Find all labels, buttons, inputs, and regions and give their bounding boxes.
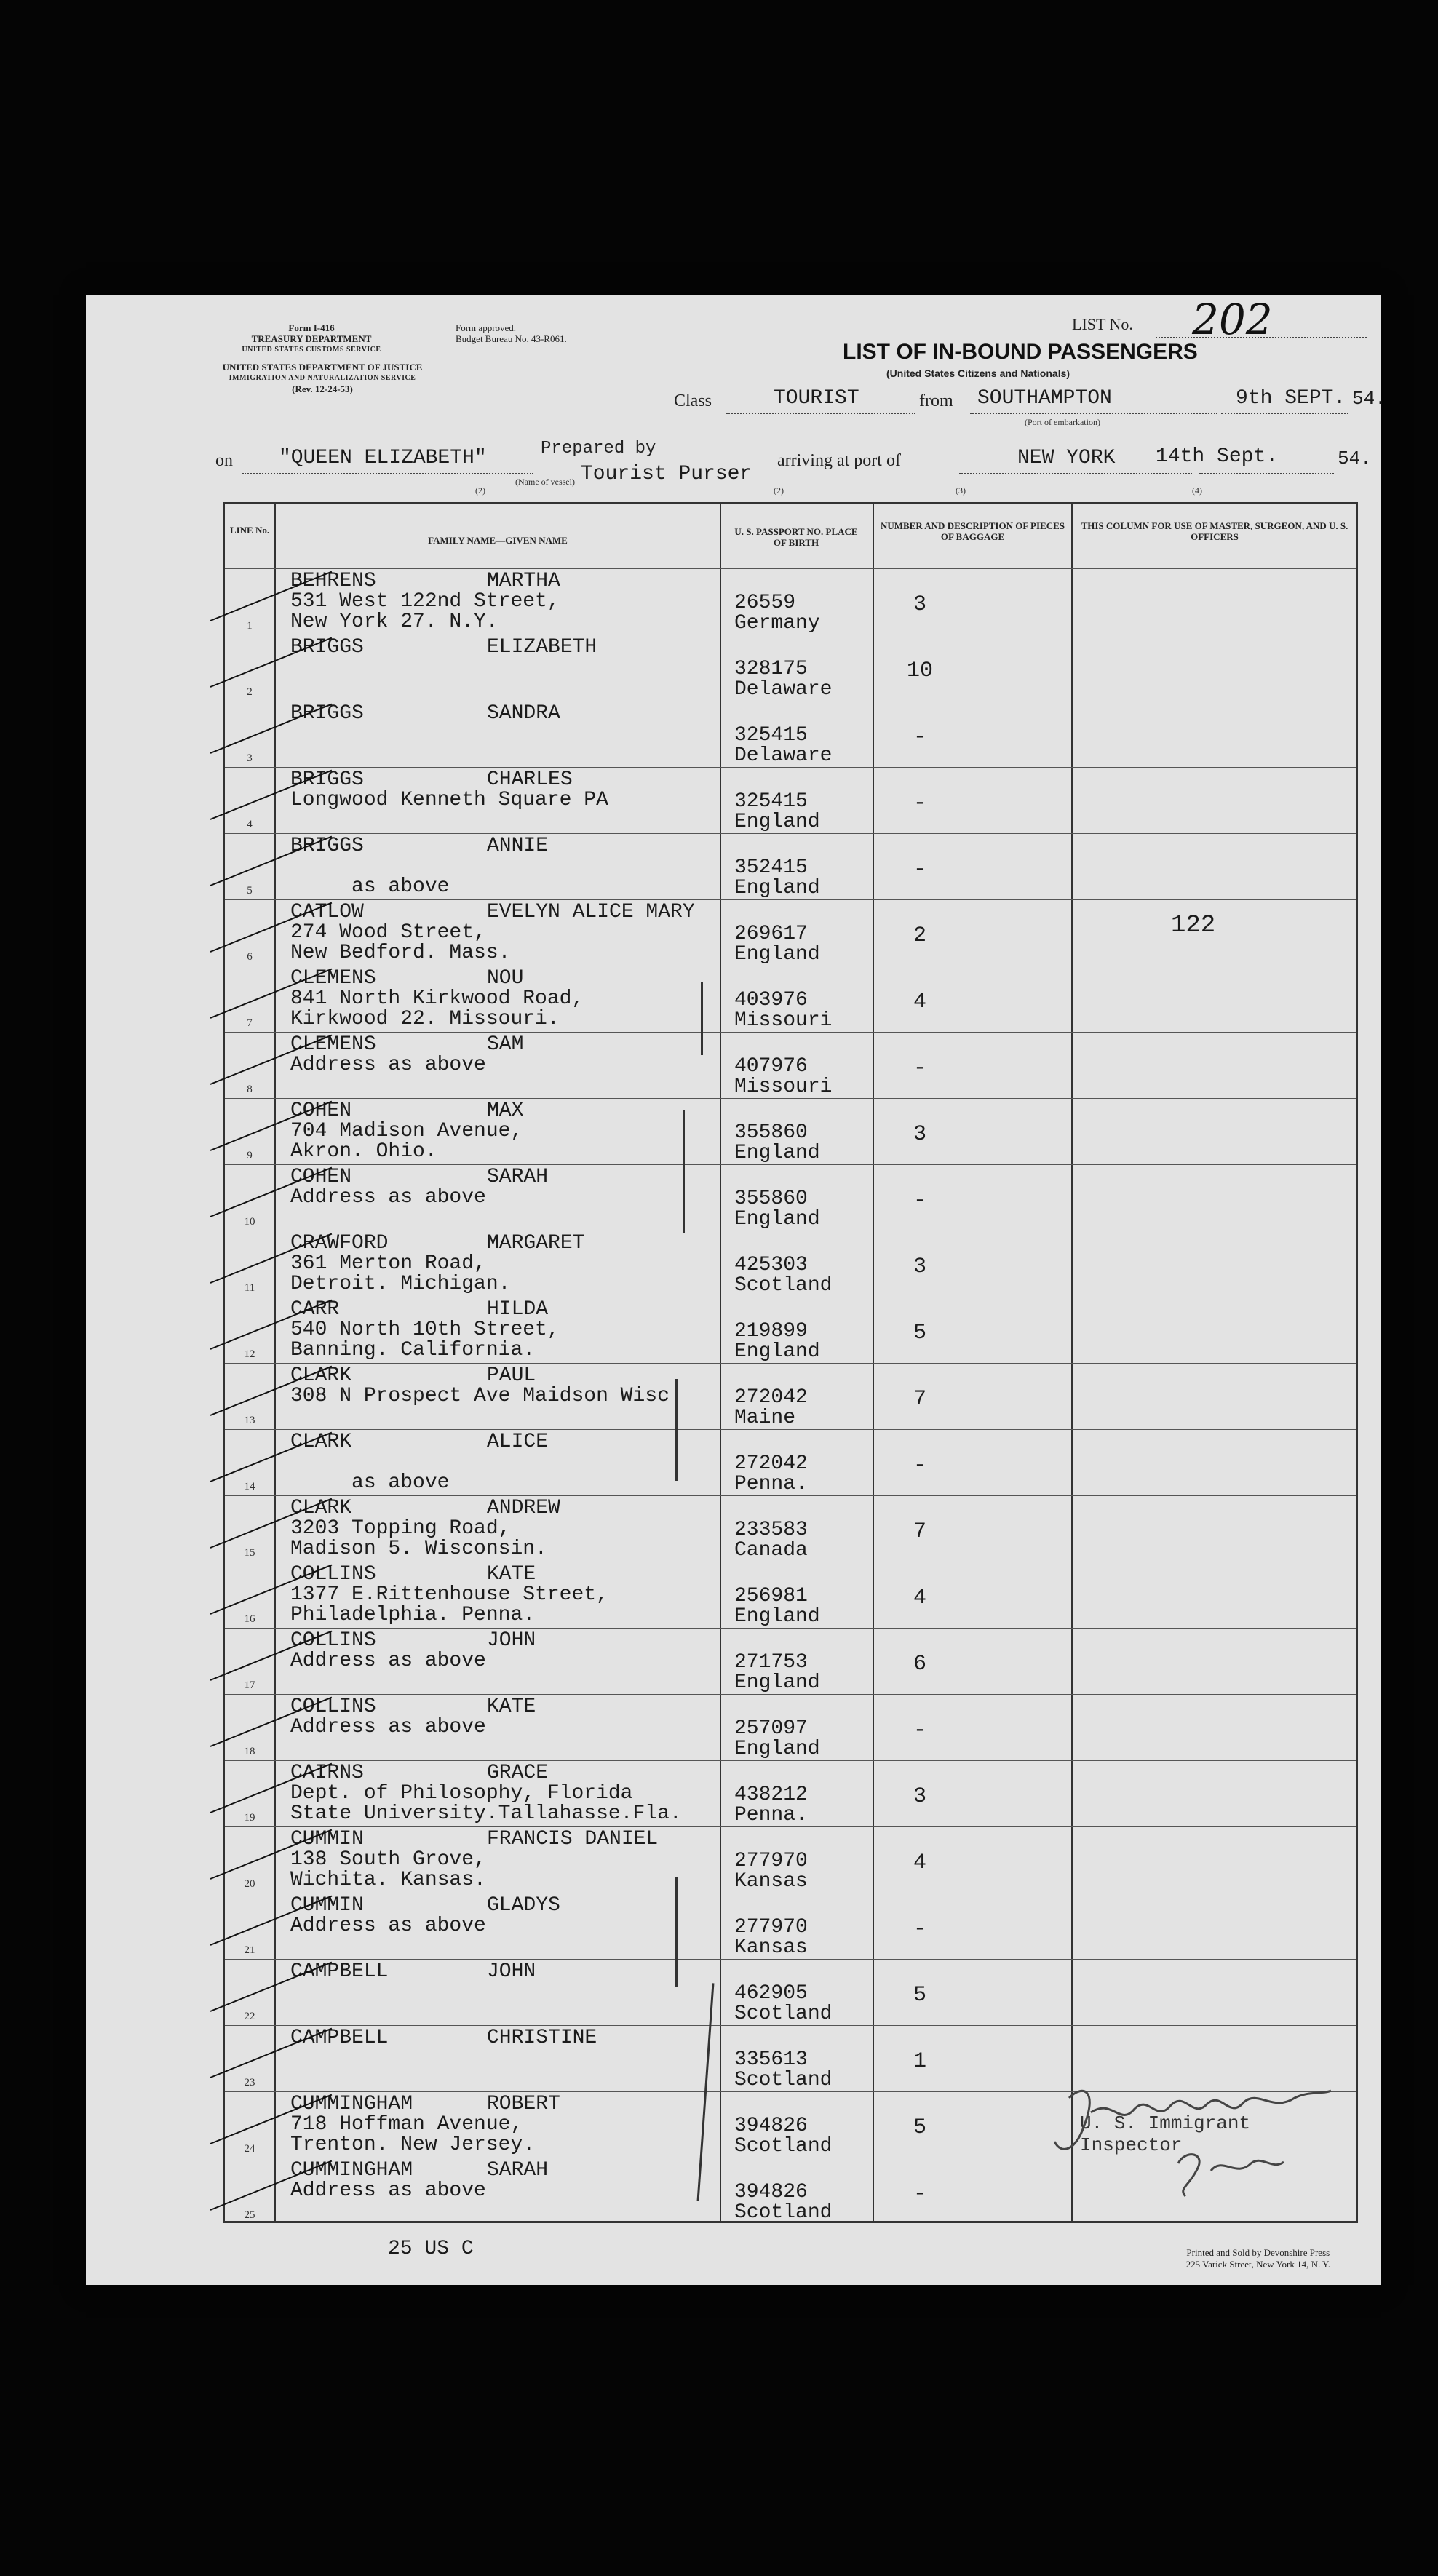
table-row: [225, 701, 1356, 768]
col-officers: THIS COLUMN FOR USE OF MASTER, SURGEON, AND U. S. OFFICERS: [1081, 520, 1348, 542]
passport-number: 277970: [734, 1916, 808, 1939]
place-of-birth: Delaware: [734, 678, 833, 701]
address-line-2: as above: [290, 875, 450, 898]
depart-year: 54.: [1352, 388, 1386, 410]
passport-number: 26559: [734, 592, 796, 614]
line-number: 4: [247, 819, 253, 830]
address-line-1: Address as above: [290, 1186, 486, 1209]
baggage-count: 3: [913, 1122, 926, 1147]
line-number: 10: [244, 1216, 255, 1228]
line-number: 18: [244, 1746, 255, 1757]
table-row: [225, 1959, 1356, 2026]
baggage-count: -: [913, 725, 926, 750]
passport-number: 272042: [734, 1452, 808, 1475]
address-line-1: 841 North Kirkwood Road,: [290, 987, 584, 1010]
family-name: CATLOW: [290, 901, 364, 923]
passport-number: 256981: [734, 1585, 808, 1607]
customs-label: UNITED STATES CUSTOMS SERVICE: [242, 346, 381, 354]
line-number: 19: [244, 1812, 255, 1824]
line-number: 5: [247, 885, 253, 897]
given-name: NOU: [487, 967, 524, 990]
given-name: PAUL: [487, 1364, 536, 1387]
passport-number: 438212: [734, 1784, 808, 1806]
table-row: [225, 833, 1356, 900]
officer-note: 122: [1171, 912, 1216, 939]
address-line-1: Longwood Kenneth Square PA: [290, 789, 608, 811]
form-agency-block: [206, 322, 417, 355]
place-of-birth: England: [734, 1738, 820, 1760]
place-of-birth: England: [734, 1142, 820, 1164]
line-number: 12: [244, 1348, 255, 1360]
vessel-caption: (Name of vessel): [515, 477, 575, 487]
line-number: 11: [244, 1282, 255, 1294]
line-number: 9: [247, 1150, 253, 1161]
baggage-count: 2: [913, 923, 926, 948]
given-name: GLADYS: [487, 1894, 560, 1917]
passport-number: 271753: [734, 1651, 808, 1674]
line-number: 13: [244, 1415, 255, 1426]
passport-number: 219899: [734, 1320, 808, 1343]
baggage-count: 3: [913, 1784, 926, 1809]
table-row: [225, 1164, 1356, 1231]
address-line-1: 274 Wood Street,: [290, 921, 486, 944]
place-of-birth: Penna.: [734, 1473, 808, 1495]
family-name: CUMMIN: [290, 1828, 364, 1850]
family-name: BRIGGS: [290, 702, 364, 725]
baggage-count: -: [913, 2182, 926, 2206]
address-line-2: Trenton. New Jersey.: [290, 2134, 536, 2156]
port-caption: (Port of embarkation): [1025, 417, 1100, 427]
place-of-birth: England: [734, 1605, 820, 1628]
check-mark: [210, 2028, 333, 2078]
address-line-2: State University.Tallahasse.Fla.: [290, 1802, 682, 1825]
family-name: CARR: [290, 1298, 340, 1321]
table-row: [225, 1893, 1356, 1960]
list-subtitle: (United States Citizens and Nationals): [886, 367, 1070, 379]
given-name: SANDRA: [487, 702, 560, 725]
caption-4: (4): [1192, 485, 1202, 496]
passport-number: 335613: [734, 2048, 808, 2071]
address-line-2: Kirkwood 22. Missouri.: [290, 1008, 560, 1030]
family-name: CAMPBELL: [290, 1960, 389, 1983]
line-number: 14: [244, 1481, 255, 1492]
baggage-count: 3: [913, 1255, 926, 1279]
place-of-birth: Canada: [734, 1539, 808, 1562]
place-of-birth: England: [734, 877, 820, 899]
baggage-count: 4: [913, 1586, 926, 1610]
arrive-date: 14th Sept.: [1156, 445, 1279, 468]
passport-number: 257097: [734, 1717, 808, 1740]
baggage-count: 4: [913, 1850, 926, 1875]
table-row: [225, 1628, 1356, 1695]
address-line-1: 540 North 10th Street,: [290, 1319, 560, 1341]
passport-number: 462905: [734, 1982, 808, 2005]
passport-number: 394826: [734, 2181, 808, 2203]
given-name: MARTHA: [487, 570, 560, 592]
line-number: 25: [244, 2209, 255, 2221]
passenger-rows: [225, 568, 1356, 2224]
passenger-table: [223, 502, 1358, 2223]
place-of-birth: England: [734, 811, 820, 833]
place-of-birth: Scotland: [734, 2201, 833, 2224]
list-number: 202: [1192, 295, 1273, 344]
baggage-count: 7: [913, 1387, 926, 1412]
table-row: [225, 1363, 1356, 1430]
line-number: 21: [244, 1944, 255, 1956]
address-line-1: 1377 E.Rittenhouse Street,: [290, 1583, 608, 1606]
table-row: [225, 1231, 1356, 1297]
baggage-count: 1: [913, 2049, 926, 2074]
place-of-birth: Scotland: [734, 1274, 833, 1297]
place-of-birth: Penna.: [734, 1804, 808, 1826]
address-line-2: Madison 5. Wisconsin.: [290, 1538, 547, 1560]
col-passport: U. S. PASSPORT NO. PLACE OF BIRTH: [734, 526, 858, 548]
address-line-2: as above: [290, 1471, 450, 1494]
class-label: Class: [674, 391, 712, 410]
family-name: COLLINS: [290, 1629, 376, 1652]
baggage-count: 7: [913, 1519, 926, 1544]
given-name: CHRISTINE: [487, 2027, 597, 2049]
family-name: CLEMENS: [290, 1033, 376, 1056]
family-name: CAMPBELL: [290, 2027, 389, 2049]
passport-number: 269617: [734, 923, 808, 945]
baggage-count: -: [913, 1718, 926, 1743]
given-name: SARAH: [487, 1166, 549, 1188]
place-of-birth: Scotland: [734, 2069, 833, 2091]
treasury-label: TREASURY DEPARTMENT: [251, 333, 372, 344]
given-name: SARAH: [487, 2159, 549, 2182]
line-number: 24: [244, 2143, 255, 2155]
inspector-signature: [1040, 2069, 1346, 2214]
family-name: COHEN: [290, 1166, 352, 1188]
printer-imprint: [1186, 2247, 1330, 2270]
check-mark: [210, 704, 333, 754]
given-name: KATE: [487, 1563, 536, 1586]
family-name: COHEN: [290, 1100, 352, 1122]
given-name: ROBERT: [487, 2093, 560, 2115]
table-row: [225, 1098, 1356, 1165]
place-of-birth: Kansas: [734, 1936, 808, 1959]
form-approved: Form approved.: [456, 322, 517, 333]
baggage-count: -: [913, 791, 926, 816]
address-line-1: 3203 Topping Road,: [290, 1517, 511, 1540]
justice-label: UNITED STATES DEPARTMENT OF JUSTICE: [222, 362, 423, 373]
family-name: CUMMIN: [290, 1894, 364, 1917]
given-name: ALICE: [487, 1431, 549, 1453]
table-row: [225, 635, 1356, 701]
baggage-count: 5: [913, 1321, 926, 1345]
passport-number: 394826: [734, 2115, 808, 2137]
arriving-label: arriving at port of: [777, 451, 901, 470]
from-value: SOUTHAMPTON: [977, 387, 1112, 410]
line-number: 3: [247, 752, 253, 764]
place-of-birth: Scotland: [734, 2003, 833, 2025]
baggage-count: 3: [913, 592, 926, 617]
family-name: BRIGGS: [290, 636, 364, 659]
table-row: [225, 1562, 1356, 1629]
passport-number: 325415: [734, 790, 808, 813]
budget-bureau: Budget Bureau No. 43-R061.: [456, 333, 567, 344]
line-number: 7: [247, 1017, 253, 1029]
line-number: 20: [244, 1878, 255, 1890]
address-line-1: 361 Merton Road,: [290, 1252, 486, 1275]
baggage-count: 10: [906, 659, 933, 683]
family-name: CUMMINGHAM: [290, 2093, 413, 2115]
line-number: 15: [244, 1547, 255, 1559]
family-name: CRAWFORD: [290, 1232, 389, 1255]
col-line-no: LINE No.: [229, 525, 270, 536]
place-of-birth: Delaware: [734, 744, 833, 767]
given-name: JOHN: [487, 1960, 536, 1983]
baggage-count: -: [913, 1917, 926, 1941]
family-name: CLARK: [290, 1364, 352, 1387]
address-line-2: New Bedford. Mass.: [290, 942, 511, 964]
printer-line-2: 225 Varick Street, New York 14, N. Y.: [1185, 2259, 1330, 2270]
baggage-count: 5: [913, 2115, 926, 2140]
place-of-birth: England: [734, 1208, 820, 1231]
passenger-list-sheet: [86, 295, 1386, 2285]
inspector-caption: U. S. Immigrant Inspector: [1080, 2112, 1251, 2156]
list-no-label: LIST No.: [1072, 315, 1133, 333]
table-row: [225, 1826, 1356, 1893]
caption-3: (3): [956, 485, 966, 496]
list-title: LIST OF IN-BOUND PASSENGERS: [843, 340, 1198, 364]
passport-number: 425303: [734, 1254, 808, 1276]
address-line-1: 704 Madison Avenue,: [290, 1120, 523, 1142]
given-name: CHARLES: [487, 768, 573, 791]
given-name: MAX: [487, 1100, 524, 1122]
on-label: on: [215, 451, 233, 470]
depart-date: 9th SEPT.: [1236, 387, 1346, 410]
vessel-name: "QUEEN ELIZABETH": [279, 447, 487, 469]
revision-label: (Rev. 12-24-53): [292, 383, 353, 394]
address-line-2: Banning. California.: [290, 1339, 536, 1361]
check-mark: [210, 637, 333, 688]
line-number: 22: [244, 2011, 255, 2022]
place-of-birth: England: [734, 1340, 820, 1363]
address-line-2: Wichita. Kansas.: [290, 1869, 486, 1891]
arrive-year: 54.: [1338, 448, 1372, 469]
baggage-count: -: [913, 1056, 926, 1081]
check-mark: [210, 1962, 333, 2012]
family-name: BRIGGS: [290, 835, 364, 857]
passport-number: 352415: [734, 856, 808, 879]
family-name: CLARK: [290, 1431, 352, 1453]
class-value: TOURIST: [774, 387, 859, 410]
address-line-1: Address as above: [290, 1054, 486, 1076]
caption-2b: (2): [774, 485, 784, 496]
table-row: [225, 1760, 1356, 1827]
line-number: 6: [247, 951, 253, 963]
family-name: BRIGGS: [290, 768, 364, 791]
table-row: [225, 1429, 1356, 1496]
passport-number: 325415: [734, 724, 808, 747]
line-number: 16: [244, 1613, 255, 1625]
passport-number: 328175: [734, 658, 808, 680]
given-name: GRACE: [487, 1762, 549, 1784]
address-line-1: Address as above: [290, 1650, 486, 1672]
table-row: [225, 1032, 1356, 1099]
table-row: [225, 1694, 1356, 1761]
place-of-birth: Scotland: [734, 2135, 833, 2158]
line-number: 17: [244, 1679, 255, 1691]
place-of-birth: Missouri: [734, 1009, 833, 1032]
given-name: EVELYN ALICE MARY: [487, 901, 695, 923]
family-name: CLEMENS: [290, 967, 376, 990]
table-row: [225, 568, 1356, 635]
caption-2a: (2): [475, 485, 485, 496]
address-line-1: Address as above: [290, 2179, 486, 2202]
family-name: COLLINS: [290, 1696, 376, 1718]
given-name: KATE: [487, 1696, 536, 1718]
family-name: CUMMINGHAM: [290, 2159, 413, 2182]
baggage-count: -: [913, 1453, 926, 1478]
given-name: ELIZABETH: [487, 636, 597, 659]
table-row: [225, 966, 1356, 1033]
address-line-1: 308 N Prospect Ave Maidson Wisc: [290, 1385, 670, 1407]
table-row: [225, 767, 1356, 834]
prepared-by-value: Tourist Purser: [581, 463, 752, 485]
printer-line-1: Printed and Sold by Devonshire Press: [1186, 2247, 1330, 2258]
place-of-birth: England: [734, 943, 820, 966]
given-name: ANNIE: [487, 835, 549, 857]
line-number: 8: [247, 1084, 253, 1095]
baggage-count: -: [913, 1188, 926, 1213]
arrival-port: NEW YORK: [1017, 447, 1116, 469]
given-name: MARGARET: [487, 1232, 585, 1255]
family-name: COLLINS: [290, 1563, 376, 1586]
justice-block: [213, 362, 432, 394]
given-name: FRANCIS DANIEL: [487, 1828, 659, 1850]
table-row: [225, 1495, 1356, 1562]
col-baggage: NUMBER AND DESCRIPTION OF PIECES OF BAGGAGE: [880, 520, 1065, 542]
baggage-count: -: [913, 857, 926, 882]
family-name: BEHRENS: [290, 570, 376, 592]
line-number: 2: [247, 686, 253, 698]
given-name: HILDA: [487, 1298, 549, 1321]
address-line-2: Philadelphia. Penna.: [290, 1604, 536, 1626]
passport-number: 233583: [734, 1519, 808, 1541]
place-of-birth: Kansas: [734, 1870, 808, 1893]
baggage-count: 4: [913, 990, 926, 1014]
line-number: 23: [244, 2077, 255, 2088]
address-line-1: Address as above: [290, 1716, 486, 1738]
address-line-1: 531 West 122nd Street,: [290, 590, 560, 613]
given-name: ANDREW: [487, 1497, 560, 1519]
approval-block: [456, 322, 601, 344]
place-of-birth: Germany: [734, 612, 820, 635]
table-row: [225, 1297, 1356, 1364]
family-name: CAIRNS: [290, 1762, 364, 1784]
passport-number: 355860: [734, 1188, 808, 1210]
address-line-1: Dept. of Philosophy, Florida: [290, 1782, 633, 1805]
from-label: from: [919, 391, 953, 410]
passport-number: 407976: [734, 1055, 808, 1078]
footer-stamp: 25 US C: [388, 2238, 474, 2260]
prepared-by-label: Prepared by: [541, 439, 656, 458]
address-line-2: New York 27. N.Y.: [290, 611, 498, 633]
passport-number: 272042: [734, 1386, 808, 1409]
address-line-2: Detroit. Michigan.: [290, 1273, 511, 1295]
passport-number: 403976: [734, 989, 808, 1011]
line-number: 1: [247, 620, 253, 632]
address-line-2: Akron. Ohio.: [290, 1140, 437, 1163]
ins-label: IMMIGRATION AND NATURALIZATION SERVICE: [229, 374, 416, 382]
passport-number: 355860: [734, 1121, 808, 1144]
place-of-birth: Maine: [734, 1407, 796, 1429]
address-line-1: 718 Hoffman Avenue,: [290, 2113, 523, 2136]
baggage-count: 5: [913, 1983, 926, 2008]
address-line-1: Address as above: [290, 1915, 486, 1937]
baggage-count: 6: [913, 1652, 926, 1677]
place-of-birth: Missouri: [734, 1076, 833, 1098]
form-number: Form I-416: [288, 322, 335, 333]
given-name: SAM: [487, 1033, 524, 1056]
family-name: CLARK: [290, 1497, 352, 1519]
place-of-birth: England: [734, 1671, 820, 1694]
passport-number: 277970: [734, 1850, 808, 1872]
col-name: FAMILY NAME—GIVEN NAME: [428, 535, 568, 546]
given-name: JOHN: [487, 1629, 536, 1652]
address-line-1: 138 South Grove,: [290, 1848, 486, 1871]
